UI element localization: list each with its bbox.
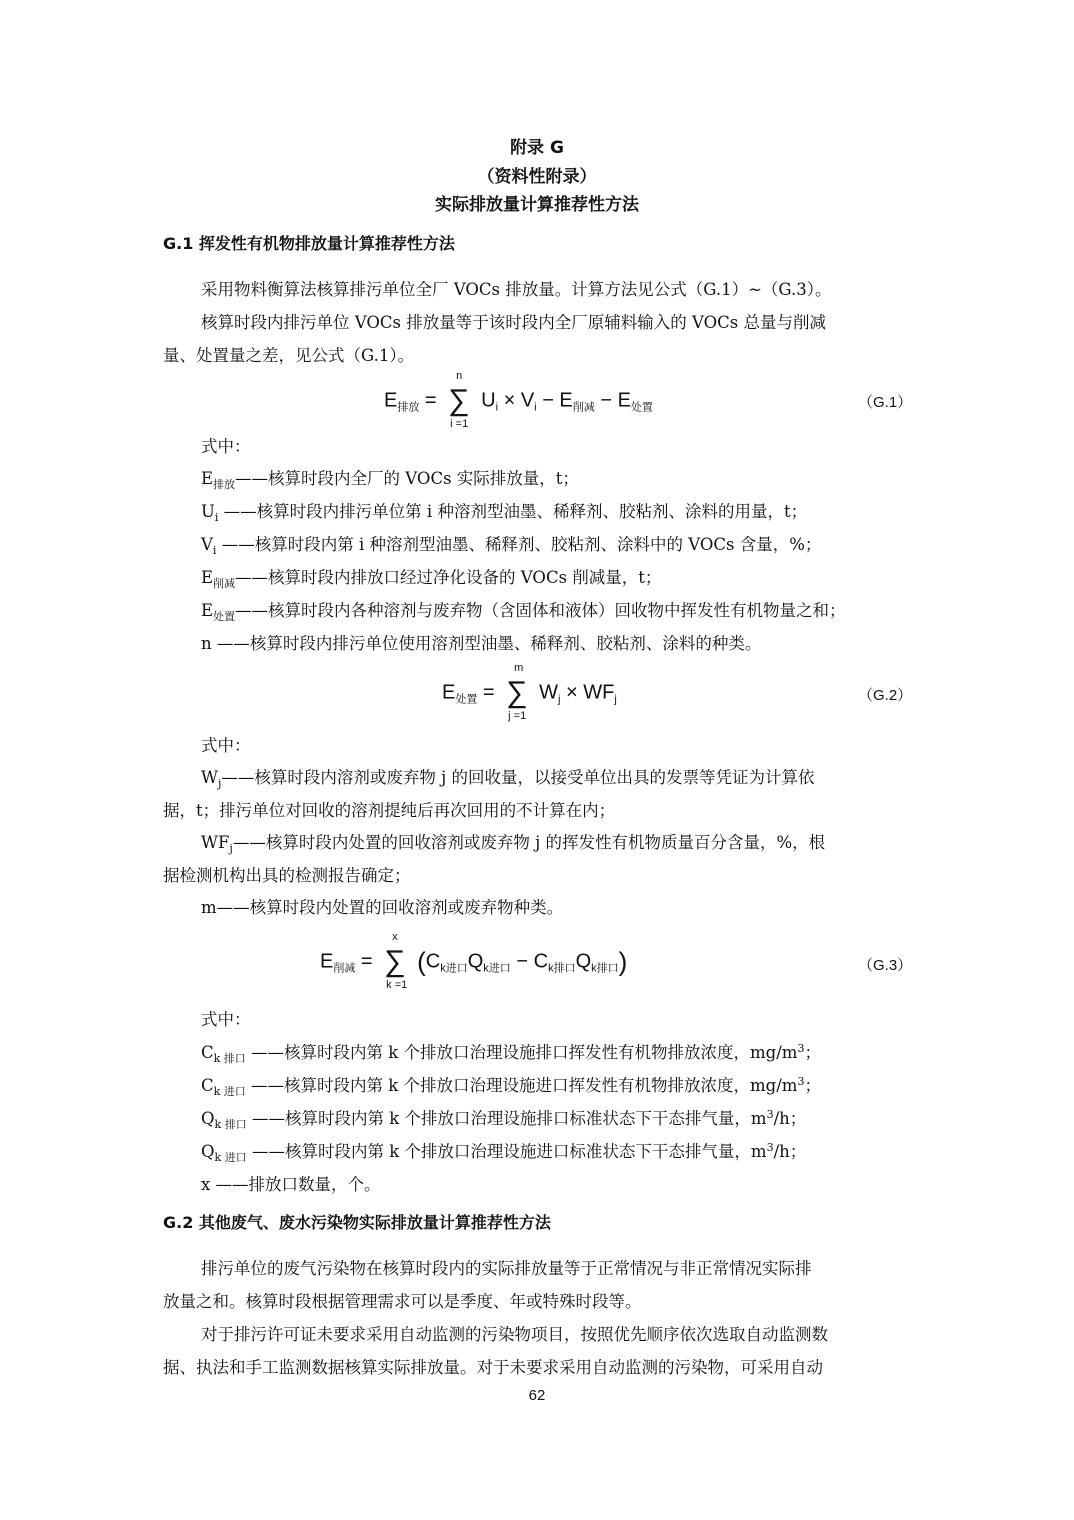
definition-item: $C_{k 进口}$ ——核算时段内第 k 个排放口治理设施进口挥发性有机物排放浓度，$mg/m^3$；: [201, 1075, 821, 1098]
sum-symbol: ∑ x k =1: [384, 931, 408, 991]
definition-item: $U_i$ ——核算时段内排污单位第 i 种溶剂型油墨、稀释剂、胶粘剂、涂料的用量，t；: [201, 502, 808, 524]
definition-wf: $WF_j——$核算时段内处置的回收溶剂或废弃物 j 的挥发性有机物质量百分含量，%，根: [201, 833, 826, 855]
equation-g1: $E_{排放}$ = ∑ n i =1 $U_i \times V_i - E_{削减} - E_{处置}$: [384, 370, 653, 430]
page-number: 62: [528, 1387, 546, 1404]
sum-symbol: ∑ m j =1: [506, 662, 528, 722]
definition-item: $Q_{k 进口}$ ——核算时段内第 k 个排放口治理设施进口标准状态下干态排气量，$m^3/h$；: [201, 1141, 807, 1164]
appendix-heading: 实际排放量计算推荐性方法: [435, 195, 639, 215]
section-g1-heading: G.1 挥发性有机物排放量计算推荐性方法: [163, 234, 455, 253]
definition-item: x ——排放口数量，个。: [201, 1175, 381, 1194]
paragraph: 据、执法和手工监测数据核算实际排放量。对于未要求采用自动监测的污染物，可采用自动: [163, 1358, 823, 1377]
definition-item: n ——核算时段内排污单位使用溶剂型油墨、稀释剂、胶粘剂、涂料的种类。: [201, 634, 762, 653]
paragraph: 放量之和。核算时段根据管理需求可以是季度、年或特殊时段等。: [163, 1292, 642, 1311]
equation-number: （G.3）: [858, 957, 913, 974]
definition-item: $C_{k 排口}$ ——核算时段内第 k 个排放口治理设施排口挥发性有机物排放浓度，$mg/m^3$；: [201, 1042, 821, 1065]
paragraph: 采用物料衡算法核算排污单位全厂 VOCs 排放量。计算方法见公式（G.1）~（G.3）。: [201, 280, 832, 299]
sum-symbol: ∑ n i =1: [448, 370, 470, 430]
paragraph: 核算时段内排污单位 VOCs 排放量等于该时段内全厂原辅料输入的 VOCs 总量与削减: [201, 313, 826, 332]
where-label: 式中：: [201, 1010, 251, 1029]
equation-number: （G.2）: [858, 687, 913, 704]
definition-m: m——核算时段内处置的回收溶剂或废弃物种类。: [201, 898, 564, 917]
definition-w: $W_j——$核算时段内溶剂或废弃物 j 的回收量，以接受单位出具的发票等凭证为计算依: [201, 768, 815, 790]
definition-item: $V_i$ ——核算时段内第 i 种溶剂型油墨、稀释剂、胶粘剂、涂料中的 VOCs 含量，%；: [201, 535, 822, 557]
appendix-title: 附录 G: [510, 138, 564, 158]
where-label: 式中：: [201, 437, 251, 456]
appendix-subtitle: （资料性附录）: [477, 167, 597, 187]
equation-number: （G.1）: [858, 394, 913, 411]
definition-item: $E_{处置}——$核算时段内各种溶剂与废弃物（含固体和液体）回收物中挥发性有机物量之和；: [201, 601, 846, 623]
definition-item: $E_{排放}——$核算时段内全厂的 VOCs 实际排放量，t；: [201, 469, 579, 491]
definition-item: $E_{削减}——$核算时段内排放口经过净化设备的 VOCs 削减量，t；: [201, 568, 662, 590]
section-g2-heading: G.2 其他废气、废水污染物实际排放量计算推荐性方法: [163, 1213, 551, 1232]
definition-item: $Q_{k 排口}$ ——核算时段内第 k 个排放口治理设施排口标准状态下干态排气量，$m^3/h$；: [201, 1108, 807, 1131]
equation-g2: $E_{处置}$ = ∑ m j =1 $W_j \times WF_j$: [442, 662, 617, 722]
paragraph: 排污单位的废气污染物在核算时段内的实际排放量等于正常情况与非正常情况实际排: [201, 1259, 812, 1278]
paragraph: 对于排污许可证未要求采用自动监测的污染物项目，按照优先顺序依次选取自动监测数: [201, 1325, 828, 1344]
definition-wf-cont: 据检测机构出具的检测报告确定；: [163, 866, 411, 885]
equation-g3: $E_{削减}$ = ∑ x k =1 $(C_{k进口}Q_{k进口} - C_{k排口}Q_{k排口})$: [320, 931, 628, 991]
definition-w-cont: 据，t；排污单位对回收的溶剂提纯后再次回用的不计算在内；: [163, 801, 616, 820]
paragraph: 量、处置量之差，见公式（G.1）。: [163, 346, 415, 365]
where-label: 式中：: [201, 736, 251, 755]
